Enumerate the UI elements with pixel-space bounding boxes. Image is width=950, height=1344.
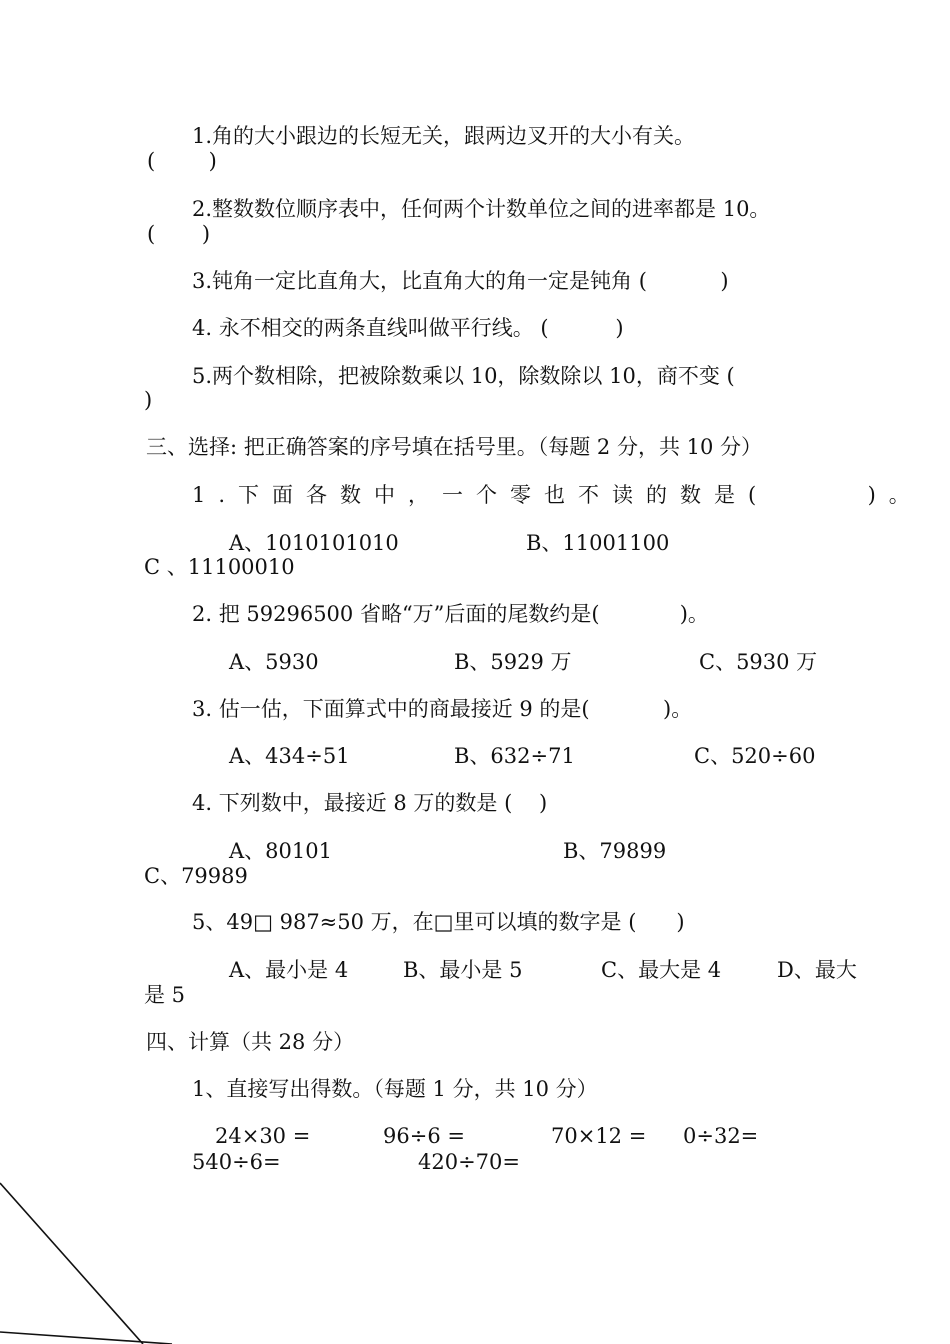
choice-q4-option-a[interactable]: A、80101: [229, 839, 332, 863]
choice-q3-option-b[interactable]: B、632÷71: [454, 744, 575, 768]
choice-q5-text: 5、49□ 987≈50 万，在□里可以填的数字是 ( ): [192, 910, 685, 934]
choice-q4-text: 4. 下列数中，最接近 8 万的数是 ( ): [192, 791, 548, 815]
base-line: [0, 1332, 172, 1344]
calc-item[interactable]: 0÷32=: [683, 1124, 759, 1148]
calc-sub1-heading: 1、直接写出得数。（每题 1 分，共 10 分）: [192, 1077, 598, 1101]
choice-q5-option-b[interactable]: B、最小是 5: [403, 958, 523, 982]
choice-q1-option-c[interactable]: C 、11100010: [144, 555, 295, 579]
choice-q5-option-c[interactable]: C、最大是 4: [601, 958, 722, 982]
judge-q1-text: 1.角的大小跟边的长短无关，跟两边叉开的大小有关。: [192, 124, 696, 148]
calc-item[interactable]: 540÷6=: [192, 1150, 281, 1174]
choice-q4-option-b[interactable]: B、79899: [563, 839, 667, 863]
judge-q3-text: 3.钝角一定比直角大，比直角大的角一定是钝角 ( ): [192, 269, 729, 293]
judge-q5-text: 5.两个数相除，把被除数乘以 10，除数除以 10，商不变 (: [192, 364, 735, 388]
choice-q5-option-d-continued: 是 5: [144, 983, 186, 1007]
judge-q4-text: 4. 永不相交的两条直线叫做平行线。 ( ): [192, 316, 624, 340]
choice-q2-option-c[interactable]: C、5930 万: [699, 650, 818, 674]
judge-q2-text: 2.整数数位顺序表中，任何两个计数单位之间的进率都是 10。: [192, 197, 771, 221]
choice-q1-option-a[interactable]: A、1010101010: [229, 531, 399, 555]
calc-item[interactable]: 96÷6 =: [383, 1124, 465, 1148]
choice-q1-option-b[interactable]: B、11001100: [526, 531, 670, 555]
choice-q1-text: 1.下面各数中，一个零也不读的数是( )。: [192, 483, 923, 507]
judge-q1-answer-paren[interactable]: ( ): [147, 149, 217, 173]
choice-q2-text: 2. 把 59296500 省略“万”后面的尾数约是( )。: [192, 602, 709, 626]
choice-q3-text: 3. 估一估，下面算式中的商最接近 9 的是( )。: [192, 697, 693, 721]
choice-q2-option-b[interactable]: B、5929 万: [454, 650, 572, 674]
diagonal-line: [0, 1183, 143, 1344]
choice-q4-option-c[interactable]: C、79989: [144, 864, 248, 888]
judge-q2-answer-paren[interactable]: ( ): [147, 222, 211, 246]
calc-item[interactable]: 420÷70=: [418, 1150, 520, 1174]
calc-item[interactable]: 24×30 =: [215, 1124, 311, 1148]
judge-q5-answer-paren[interactable]: ): [144, 388, 153, 412]
calc-heading: 四、计算（共 28 分）: [146, 1030, 355, 1054]
choice-q3-option-a[interactable]: A、434÷51: [229, 744, 350, 768]
calc-item[interactable]: 70×12 =: [551, 1124, 647, 1148]
choice-q5-option-d[interactable]: D、最大: [777, 958, 857, 982]
choice-q2-option-a[interactable]: A、5930: [229, 650, 319, 674]
choice-q3-option-c[interactable]: C、520÷60: [694, 744, 816, 768]
choice-heading: 三、选择: 把正确答案的序号填在括号里。（每题 2 分，共 10 分）: [146, 435, 763, 459]
choice-q5-option-a[interactable]: A、最小是 4: [229, 958, 349, 982]
